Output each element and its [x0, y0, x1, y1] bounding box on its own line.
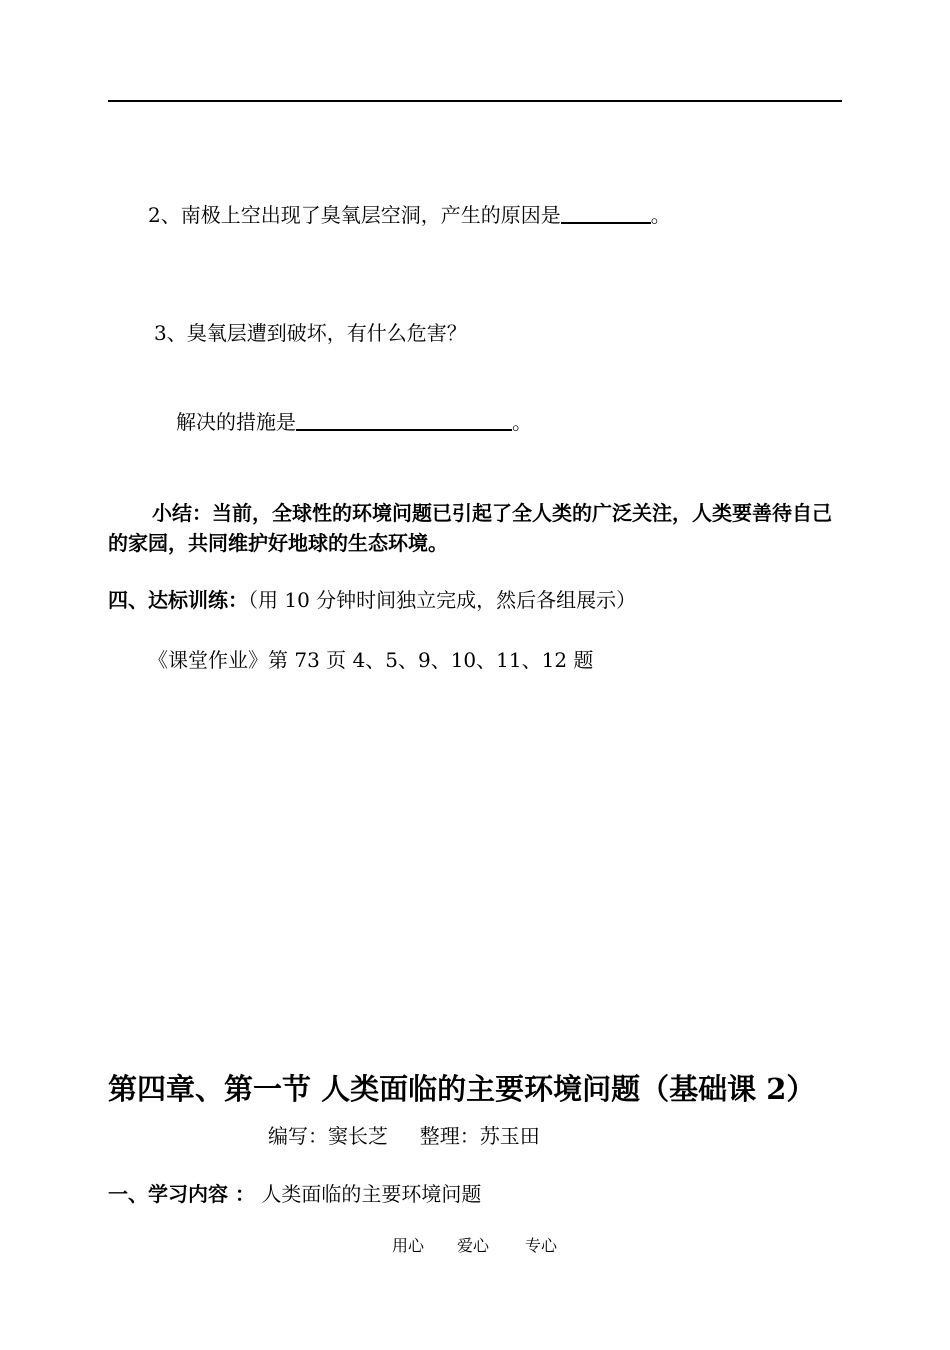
question-2: [148, 202, 671, 228]
question-2-text: 2、南极上空出现了臭氧层空洞，产生的原因是: [148, 203, 561, 227]
authors-text: 编写：窦长芝 整理：苏玉田: [268, 1124, 540, 1148]
footer-item-3: 专心: [525, 1236, 558, 1255]
section-4-colon: ：: [228, 588, 248, 612]
solution-text: 解决的措施是: [176, 410, 296, 434]
footer-item-2: 爱心: [457, 1236, 490, 1255]
solution-end: 。: [512, 410, 532, 434]
homework-line: [148, 647, 593, 673]
footer-item-1: 用心: [392, 1236, 425, 1255]
homework-text: 《课堂作业》第 73 页 4、5、9、10、11、12 题: [148, 648, 594, 672]
section-4-label: 四、达标训练: [108, 588, 228, 612]
chapter-title: 第四章、第一节 人类面临的主要环境问题（基础课 2）: [108, 1072, 816, 1106]
section-1: [108, 1181, 481, 1207]
section-1-content: 人类面临的主要环境问题: [261, 1182, 482, 1206]
question-2-end: 。: [650, 203, 671, 227]
section-4-note: （用 10 分钟时间独立完成，然后各组展示）: [248, 588, 637, 612]
answer-blank: [561, 202, 651, 224]
authors-line: [268, 1123, 540, 1149]
header-rule: [108, 100, 842, 102]
summary-paragraph: 小结：当前，全球性的环境问题已引起了全人类的广泛关注，人类要善待自己的家园，共同维护好地球的生态环境。: [108, 501, 832, 555]
question-3-text: 3、臭氧层遭到破坏，有什么危害？: [154, 321, 467, 345]
question-3: [154, 320, 467, 346]
section-1-label: 一、学习内容 ：: [108, 1182, 255, 1206]
section-4: [108, 587, 636, 613]
answer-blank: [296, 409, 512, 431]
solution-line: [176, 409, 532, 435]
